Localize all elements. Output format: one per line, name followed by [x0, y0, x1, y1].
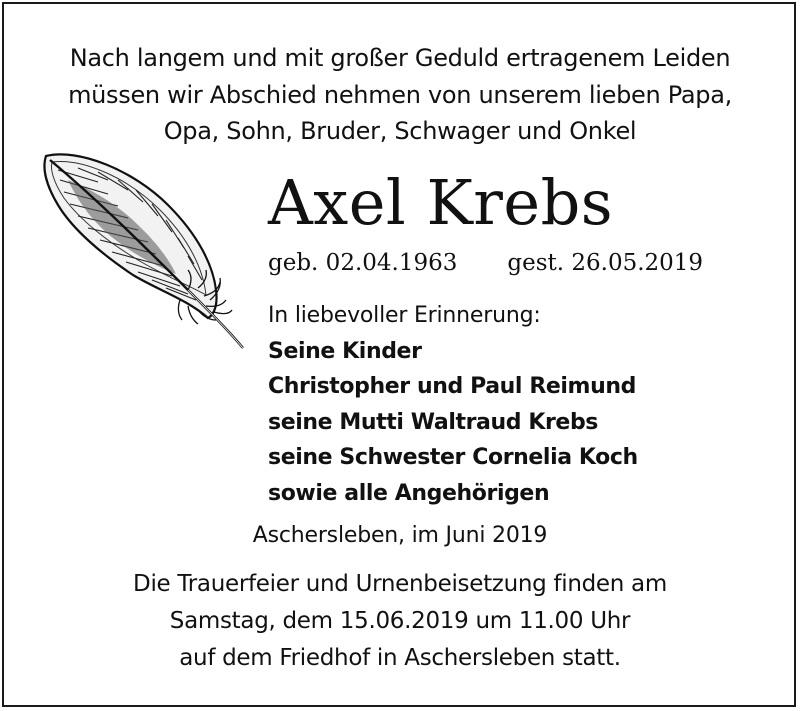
ceremony-line: auf dem Friedhof in Aschersleben statt.	[179, 645, 621, 671]
intro-text	[0, 40, 800, 150]
mourner-line: sowie alle Angehörigen	[268, 480, 550, 506]
mourner-line: Seine Kinder	[268, 338, 422, 364]
memory-heading: In liebevoller Erinnerung:	[268, 303, 541, 328]
intro-line: Opa, Sohn, Bruder, Schwager und Onkel	[163, 117, 637, 145]
memory-section	[268, 298, 638, 511]
mourner-line: seine Schwester Cornelia Koch	[268, 445, 638, 470]
mourner-line: seine Mutti Waltraud Krebs	[268, 409, 598, 435]
ceremony-line: Die Trauerfeier und Urnenbeisetzung finden am	[133, 571, 667, 597]
place-date: Aschersleben, im Juni 2019	[252, 523, 548, 548]
deceased-name: Axel Krebs	[268, 166, 614, 239]
life-dates	[268, 246, 703, 280]
ceremony-info	[0, 566, 800, 677]
intro-line: Nach langem und mit großer Geduld ertragenem Leiden	[69, 44, 731, 72]
mourner-line: Christopher und Paul Reimund	[268, 374, 636, 399]
intro-line: müssen wir Abschied nehmen von unserem lieben Papa,	[68, 80, 732, 109]
ceremony-line: Samstag, dem 15.06.2019 um 11.00 Uhr	[169, 608, 631, 634]
feather-icon	[38, 150, 248, 355]
death-date: gest. 26.05.2019	[507, 250, 704, 276]
birth-date: geb. 02.04.1963	[268, 250, 458, 276]
